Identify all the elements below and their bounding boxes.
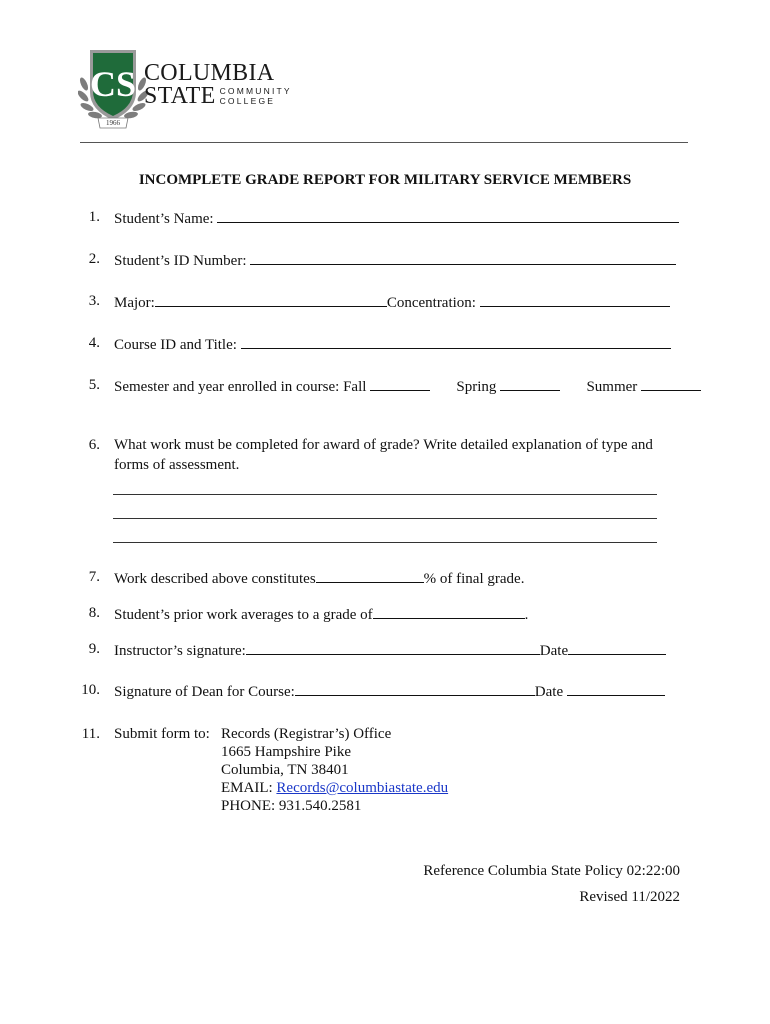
form-title: INCOMPLETE GRADE REPORT FOR MILITARY SERVICE MEMBERS xyxy=(138,172,632,188)
submit-address xyxy=(221,725,448,815)
college-crest-icon xyxy=(78,44,148,130)
address-phone: PHONE: 931.540.2581 xyxy=(221,798,362,814)
wordmark-columbia: COLUMBIA xyxy=(144,60,275,86)
address-office: Records (Registrar’s) Office xyxy=(221,726,392,742)
dean-date-field[interactable] xyxy=(567,680,665,696)
wordmark-state: STATE xyxy=(144,83,216,109)
header-divider xyxy=(80,142,688,143)
svg-text:CS: CS xyxy=(89,64,137,104)
student-id-field[interactable] xyxy=(250,249,676,265)
revised-date: Revised 11/2022 xyxy=(579,889,680,905)
major-field[interactable] xyxy=(155,291,387,307)
college-wordmark xyxy=(144,61,292,108)
wordmark-community: COMMUNITY xyxy=(219,86,292,96)
email-link[interactable]: Records@columbiastate.edu xyxy=(276,780,449,796)
work-line-2[interactable] xyxy=(113,518,657,519)
founded-year: 1966 xyxy=(106,119,120,127)
summer-field[interactable] xyxy=(641,375,701,391)
policy-reference xyxy=(423,861,680,907)
student-name-field[interactable] xyxy=(217,207,679,223)
concentration-field[interactable] xyxy=(480,291,670,307)
policy-reference-text: Reference Columbia State Policy 02:22:00 xyxy=(423,863,680,879)
instructor-signature-field[interactable] xyxy=(246,639,540,655)
wordmark-college: COLLEGE xyxy=(219,96,276,106)
address-street: 1665 Hampshire Pike xyxy=(221,744,351,760)
work-line-1[interactable] xyxy=(113,494,657,495)
fall-field[interactable] xyxy=(370,375,430,391)
address-email-row: EMAIL: Records@columbiastate.edu xyxy=(221,780,449,796)
course-field[interactable] xyxy=(241,333,671,349)
dean-signature-field[interactable] xyxy=(295,680,535,696)
spring-field[interactable] xyxy=(500,375,560,391)
college-logo xyxy=(78,44,293,130)
address-city: Columbia, TN 38401 xyxy=(221,762,349,778)
work-line-3[interactable] xyxy=(113,542,657,543)
percent-field[interactable] xyxy=(316,567,424,583)
prior-grade-field[interactable] xyxy=(373,603,525,619)
instructor-date-field[interactable] xyxy=(568,639,666,655)
